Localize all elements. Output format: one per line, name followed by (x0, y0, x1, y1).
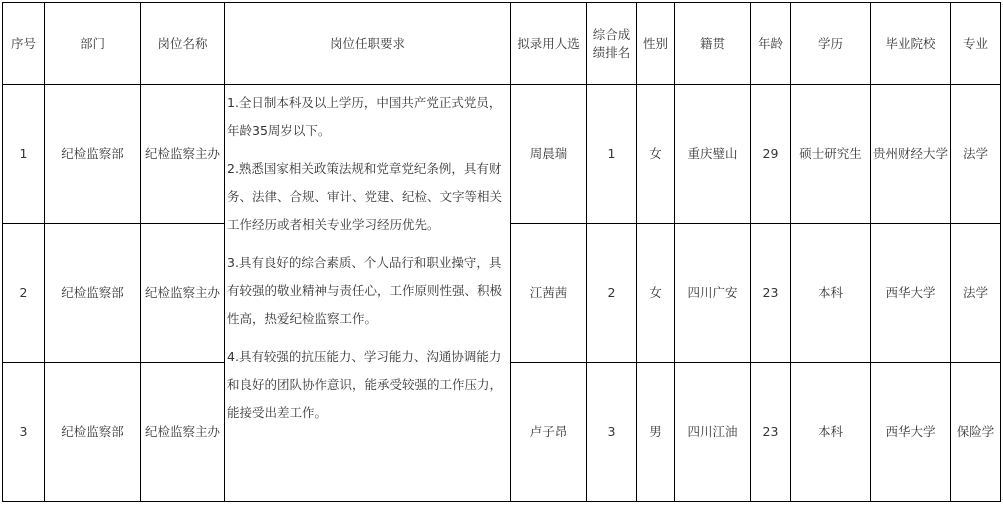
cell-education: 本科 (791, 224, 871, 363)
requirement-item: 4.具有较强的抗压能力、学习能力、沟通协调能力和良好的团队协作意识，能承受较强的工作压力，能接受出差工作。 (227, 349, 503, 420)
header-school: 毕业院校 (871, 3, 951, 85)
header-requirements: 岗位任职要求 (225, 3, 511, 85)
cell-gender: 女 (637, 224, 675, 363)
cell-age: 23 (751, 363, 791, 502)
header-candidate: 拟录用人选 (511, 3, 587, 85)
cell-gender: 男 (637, 363, 675, 502)
cell-age: 23 (751, 224, 791, 363)
cell-education: 本科 (791, 363, 871, 502)
header-rank: 综合成绩排名 (587, 3, 637, 85)
cell-post: 纪检监察主办 (141, 85, 225, 224)
cell-post: 纪检监察主办 (141, 224, 225, 363)
header-origin: 籍贯 (675, 3, 751, 85)
header-gender: 性别 (637, 3, 675, 85)
cell-major: 保险学 (951, 363, 1001, 502)
cell-rank: 2 (587, 224, 637, 363)
requirement-item: 3.具有良好的综合素质、个人品行和职业操守，具有较强的敬业精神与责任心，工作原则性强、积极性高，热爱纪检监察工作。 (227, 255, 503, 326)
cell-rank: 3 (587, 363, 637, 502)
cell-no: 3 (3, 363, 45, 502)
cell-no: 1 (3, 85, 45, 224)
header-post: 岗位名称 (141, 3, 225, 85)
cell-major: 法学 (951, 224, 1001, 363)
cell-dept: 纪检监察部 (45, 85, 141, 224)
cell-candidate: 江茜茜 (511, 224, 587, 363)
cell-school: 西华大学 (871, 363, 951, 502)
cell-origin: 四川江油 (675, 363, 751, 502)
table-row (3, 85, 1001, 224)
cell-no: 2 (3, 224, 45, 363)
requirement-item: 1.全日制本科及以上学历，中国共产党正式党员，年龄35周岁以下。 (227, 95, 502, 138)
cell-rank: 1 (587, 85, 637, 224)
header-education: 学历 (791, 3, 871, 85)
cell-origin: 四川广安 (675, 224, 751, 363)
requirements-cell (225, 85, 511, 502)
candidate-table (2, 2, 1001, 502)
header-age: 年龄 (751, 3, 791, 85)
requirement-item: 2.熟悉国家相关政策法规和党章党纪条例，具有财务、法律、合规、审计、党建、纪检、文字等相关工作经历或者相关专业学习经历优先。 (227, 161, 503, 232)
header-row (3, 3, 1001, 85)
cell-post: 纪检监察主办 (141, 363, 225, 502)
header-no: 序号 (3, 3, 45, 85)
cell-candidate: 卢子昂 (511, 363, 587, 502)
cell-gender: 女 (637, 85, 675, 224)
cell-education: 硕士研究生 (791, 85, 871, 224)
cell-age: 29 (751, 85, 791, 224)
cell-dept: 纪检监察部 (45, 224, 141, 363)
cell-dept: 纪检监察部 (45, 363, 141, 502)
cell-candidate: 周晨瑞 (511, 85, 587, 224)
header-dept: 部门 (45, 3, 141, 85)
cell-major: 法学 (951, 85, 1001, 224)
cell-school: 西华大学 (871, 224, 951, 363)
cell-origin: 重庆璧山 (675, 85, 751, 224)
cell-school: 贵州财经大学 (871, 85, 951, 224)
header-major: 专业 (951, 3, 1001, 85)
